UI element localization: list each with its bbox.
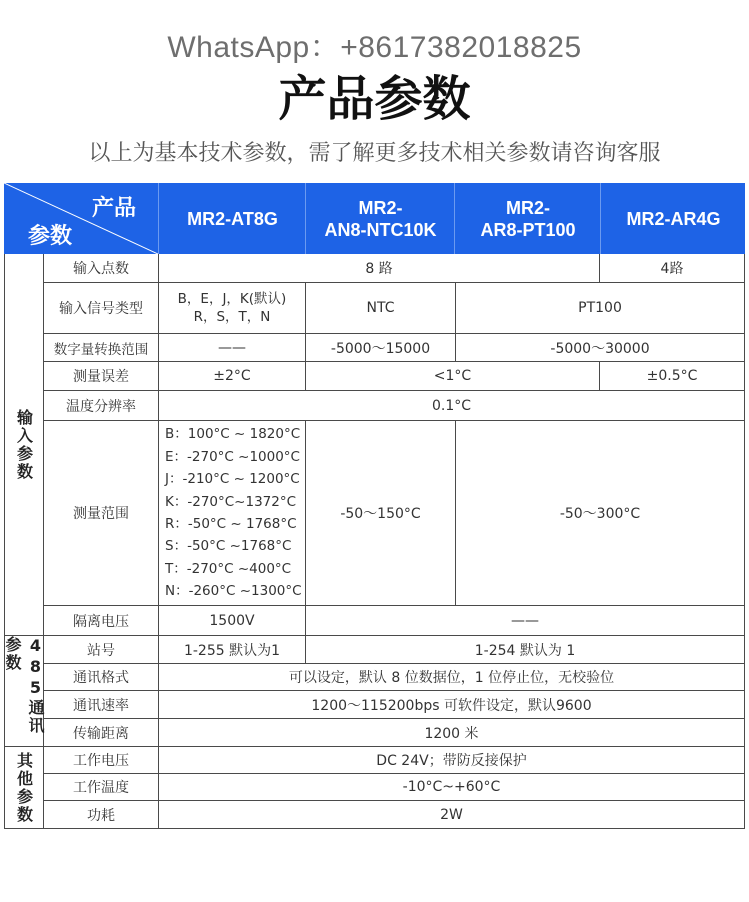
range-item-t: T：-270°C ~400°C — [165, 560, 292, 577]
row-label-voltage: 工作电压 — [44, 747, 159, 774]
cell-digital-at8g: —— — [159, 334, 306, 362]
cell-isolation-at8g: 1500V — [159, 606, 306, 636]
group-input: 输入参数 — [4, 254, 44, 636]
row-label-input-points: 输入点数 — [44, 254, 159, 283]
cell-range-ntc: -50～150°C — [306, 421, 456, 606]
cell-digital-ntc: -5000～15000 — [306, 334, 456, 362]
cell-comm-format: 可以设定，默认 8 位数据位，1 位停止位，无校验位 — [159, 664, 745, 691]
spec-table — [4, 183, 745, 829]
cell-error-at8g: ±2°C — [159, 362, 306, 391]
header-product-3: MR2- AR8-PT100 — [454, 183, 601, 254]
range-item-n: N：-260°C ~1300°C — [165, 583, 302, 600]
range-item-r: R：-50°C ~ 1768°C — [165, 516, 297, 532]
range-item-b: B：100°C ~ 1820°C — [165, 426, 301, 443]
cell-power: 2W — [159, 801, 745, 829]
row-label-error: 测量误差 — [44, 362, 159, 391]
cell-voltage: DC 24V；带防反接保护 — [159, 747, 745, 774]
row-label-resolution: 温度分辨率 — [44, 391, 159, 421]
range-item-k: K：-270°C~1372°C — [165, 493, 297, 510]
range-item-s: S：-50°C ~1768°C — [165, 538, 292, 555]
cell-station-rest: 1-254 默认为 1 — [306, 636, 745, 664]
row-label-temperature: 工作温度 — [44, 774, 159, 801]
cell-signal-ntc: NTC — [306, 283, 456, 334]
header-product-4: MR2-AR4G — [600, 183, 746, 254]
row-label-station: 站号 — [44, 636, 159, 664]
cell-error-ar4g: ±0.5°C — [600, 362, 745, 391]
whatsapp-contact: WhatsApp：+8617382018825 — [167, 31, 582, 64]
cell-input-points-4: 4路 — [600, 254, 745, 283]
cell-range-at8g — [159, 421, 306, 606]
cell-distance: 1200 米 — [159, 719, 745, 747]
cell-comm-speed: 1200～115200bps 可软件设定，默认9600 — [159, 691, 745, 719]
row-label-range: 测量范围 — [44, 421, 159, 606]
cell-error-mid: <1°C — [306, 362, 600, 391]
row-label-comm-format: 通讯格式 — [44, 664, 159, 691]
header-param-label: 参数 — [28, 224, 73, 249]
header-product-1: MR2-AT8G — [158, 183, 306, 254]
range-item-e: E：-270°C ~1000°C — [165, 448, 300, 465]
page-subtitle: 以上为基本技术参数，需了解更多技术相关参数请咨询客服 — [88, 141, 661, 166]
cell-temperature: -10°C~+60°C — [159, 774, 745, 801]
header-product-label: 产品 — [92, 196, 137, 221]
table-header — [4, 183, 745, 254]
cell-signal-pt: PT100 — [456, 283, 745, 334]
row-label-isolation: 隔离电压 — [44, 606, 159, 636]
cell-digital-pt: -5000～30000 — [456, 334, 745, 362]
cell-station-at8g: 1-255 默认为1 — [159, 636, 306, 664]
cell-range-pt: -50～300°C — [456, 421, 745, 606]
range-item-j: J：-210°C ~ 1200°C — [165, 471, 300, 488]
row-label-power: 功耗 — [44, 801, 159, 829]
cell-isolation-rest: —— — [306, 606, 745, 636]
page-title: 产品参数 — [278, 71, 471, 127]
group-other: 其他参数 — [4, 747, 44, 829]
row-label-digital-range: 数字量转换范围 — [44, 334, 159, 362]
cell-signal-at8g: B，E，J，K(默认) R，S，T，N — [159, 283, 306, 334]
header-product-2: MR2- AN8-NTC10K — [305, 183, 455, 254]
group-comm: 485通讯参数 — [4, 636, 44, 747]
cell-resolution: 0.1°C — [159, 391, 745, 421]
row-label-comm-speed: 通讯速率 — [44, 691, 159, 719]
cell-input-points-8: 8 路 — [159, 254, 600, 283]
row-label-distance: 传输距离 — [44, 719, 159, 747]
row-label-signal-type: 输入信号类型 — [44, 283, 159, 334]
